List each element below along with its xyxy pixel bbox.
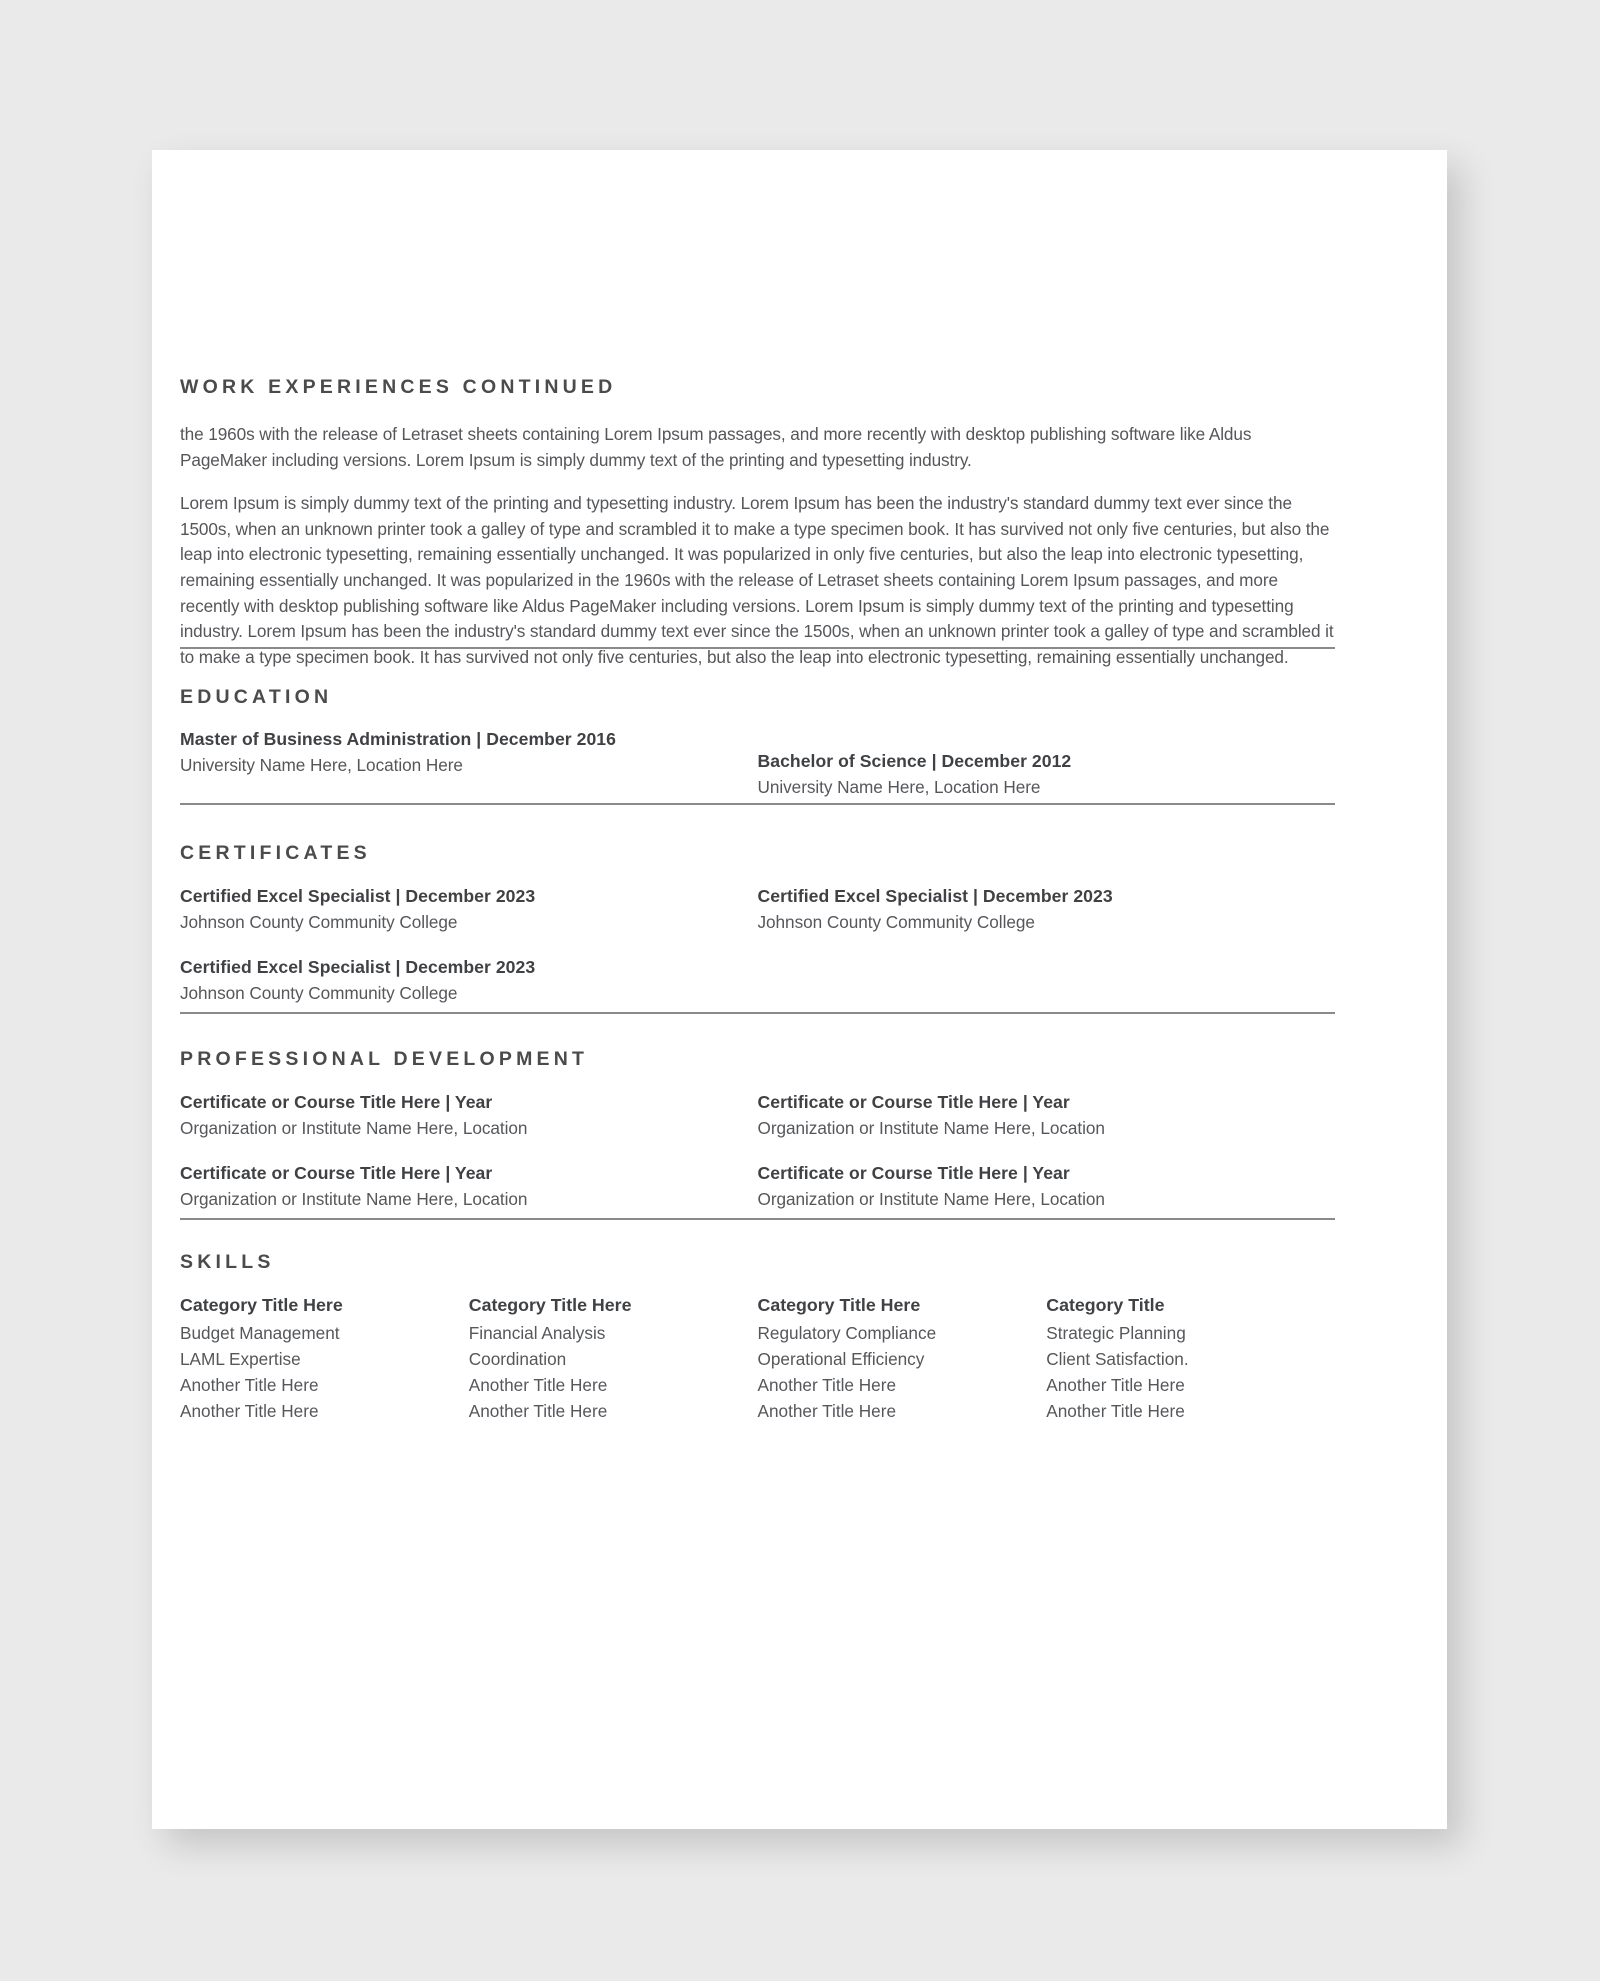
professional-development-entry: [758, 1091, 1336, 1140]
professional-development-section-header: [180, 1048, 1335, 1071]
divider-line: [180, 803, 1335, 805]
skills-column: [180, 1294, 469, 1424]
professional-development-column-right: [758, 1091, 1336, 1211]
skills-column-title: Category Title Here: [757, 1295, 921, 1315]
education-entries: [180, 728, 1335, 799]
professional-development-entry: [758, 1162, 1336, 1211]
professional-development-column-left: [180, 1091, 758, 1211]
skill-item: Another Title Here: [1046, 1401, 1185, 1422]
certificate-entry: [758, 885, 1336, 934]
certificate-entry-subtitle: Johnson County Community College: [757, 911, 1035, 932]
education-entry: [758, 750, 1336, 799]
professional-development-entries: [180, 1091, 1335, 1211]
skill-item: Another Title Here: [180, 1375, 319, 1396]
skill-item: Coordination: [468, 1349, 567, 1370]
divider-after-professional-development: [180, 1218, 1335, 1220]
divider-after-work: [180, 647, 1335, 649]
skill-item: Operational Efficiency: [757, 1349, 925, 1370]
certificate-entry-title: Certified Excel Specialist | December 2023: [180, 956, 536, 977]
education-entry-subtitle: University Name Here, Location Here: [180, 754, 463, 775]
skills-column: [758, 1294, 1047, 1424]
divider-after-certificates: [180, 1012, 1335, 1014]
education-entry: [180, 728, 758, 799]
section-heading-certificates: CERTIFICATES: [180, 842, 371, 864]
skill-item: Another Title Here: [757, 1375, 897, 1396]
work-experiences-section-header: [180, 376, 1335, 399]
professional-development-entry-title: Certificate or Course Title Here | Year: [180, 1092, 493, 1112]
divider-line: [180, 1218, 1335, 1220]
work-paragraph-1: the 1960s with the release of Letraset sheets containing Lorem Ipsum passages, and more recently with desktop publishing software like Aldus PageMaker including versions. Lorem Ipsum is simply dummy text of the printing and typesetting industry.: [180, 424, 1252, 470]
education-entry-title: Master of Business Administration | December 2016: [180, 729, 616, 749]
work-paragraph-2: Lorem Ipsum is simply dummy text of the printing and typesetting industry. Lorem Ipsum has been the industry's standard dummy text ever since the 1500s, when an unknown printer took a galley of type and scrambled it to make a type specimen book. It has survived not only five centuries, but also the leap into electronic typesetting, remaining essentially unchanged. It was popularized in only five centuries, but also the leap into electronic typesetting, remaining essentially unchanged. It was popularized in the 1960s with the release of Letraset sheets containing Lorem Ipsum passages, and more recently with desktop publishing software like Aldus PageMaker including versions. Lorem Ipsum is simply dummy text of the printing and typesetting industry. Lorem Ipsum has been the industry's standard dummy text ever since the 1500s, when an unknown printer took a galley of type and scrambled it to make a type specimen book. It has survived not only five centuries, but also the leap into electronic typesetting, remaining essentially unchanged.: [180, 493, 1334, 667]
education-section-header: [180, 686, 1335, 709]
divider-line: [180, 647, 1335, 649]
skills-section-header: [180, 1251, 1335, 1274]
skill-item: Another Title Here: [757, 1401, 897, 1422]
work-experiences-body: [180, 422, 1335, 670]
professional-development-entry-title: Certificate or Course Title Here | Year: [180, 1162, 493, 1183]
professional-development-entry-subtitle: Organization or Institute Name Here, Location: [757, 1188, 1105, 1209]
divider-after-education: [180, 803, 1335, 805]
skills-column-title: Category Title Here: [180, 1295, 343, 1315]
certificates-section-header: [180, 842, 1335, 865]
professional-development-entry-subtitle: Organization or Institute Name Here, Location: [180, 1188, 528, 1209]
skills-column-title: Category Title: [1046, 1295, 1165, 1315]
resume-page: [152, 150, 1447, 1829]
skill-item: LAML Expertise: [180, 1349, 301, 1370]
skill-item: Client Satisfaction.: [1046, 1349, 1189, 1370]
section-heading-professional-development: PROFESSIONAL DEVELOPMENT: [180, 1048, 589, 1070]
skill-item: Regulatory Compliance: [757, 1323, 937, 1344]
education-entry-subtitle: University Name Here, Location Here: [757, 776, 1041, 797]
section-heading-work-experiences: WORK EXPERIENCES CONTINUED: [180, 376, 617, 398]
certificate-entry-title: Certified Excel Specialist | December 2023: [180, 886, 536, 906]
skill-item: Another Title Here: [1046, 1375, 1185, 1396]
certificates-column-right: [758, 885, 1336, 1005]
section-heading-education: EDUCATION: [180, 686, 333, 708]
professional-development-entry-title: Certificate or Course Title Here | Year: [757, 1092, 1070, 1112]
professional-development-entry-subtitle: Organization or Institute Name Here, Location: [180, 1117, 528, 1138]
certificate-entry: [180, 956, 758, 1005]
professional-development-entry: [180, 1162, 758, 1211]
skill-item: Financial Analysis: [468, 1323, 606, 1344]
skills-column: [469, 1294, 758, 1424]
certificate-entry-subtitle: Johnson County Community College: [180, 911, 458, 932]
certificate-entry-title: Certified Excel Specialist | December 2023: [757, 886, 1113, 906]
professional-development-entry-subtitle: Organization or Institute Name Here, Location: [757, 1117, 1105, 1138]
professional-development-entry-title: Certificate or Course Title Here | Year: [757, 1162, 1070, 1183]
skill-item: Budget Management: [180, 1323, 340, 1344]
skill-item: Another Title Here: [180, 1401, 319, 1422]
skill-item: Strategic Planning: [1046, 1323, 1186, 1344]
divider-line: [180, 1012, 1335, 1014]
certificates-entries: [180, 885, 1335, 1005]
skills-column-title: Category Title Here: [468, 1295, 632, 1315]
section-heading-skills: SKILLS: [180, 1251, 275, 1273]
skill-item: Another Title Here: [468, 1375, 608, 1396]
certificate-entry-subtitle: Johnson County Community College: [180, 982, 458, 1003]
certificates-column-left: [180, 885, 758, 1005]
certificate-entry: [180, 885, 758, 934]
skills-columns: [180, 1294, 1335, 1424]
professional-development-entry: [180, 1091, 758, 1140]
skill-item: Another Title Here: [468, 1401, 608, 1422]
education-entry-title: Bachelor of Science | December 2012: [757, 751, 1072, 771]
skills-column: [1046, 1294, 1335, 1424]
